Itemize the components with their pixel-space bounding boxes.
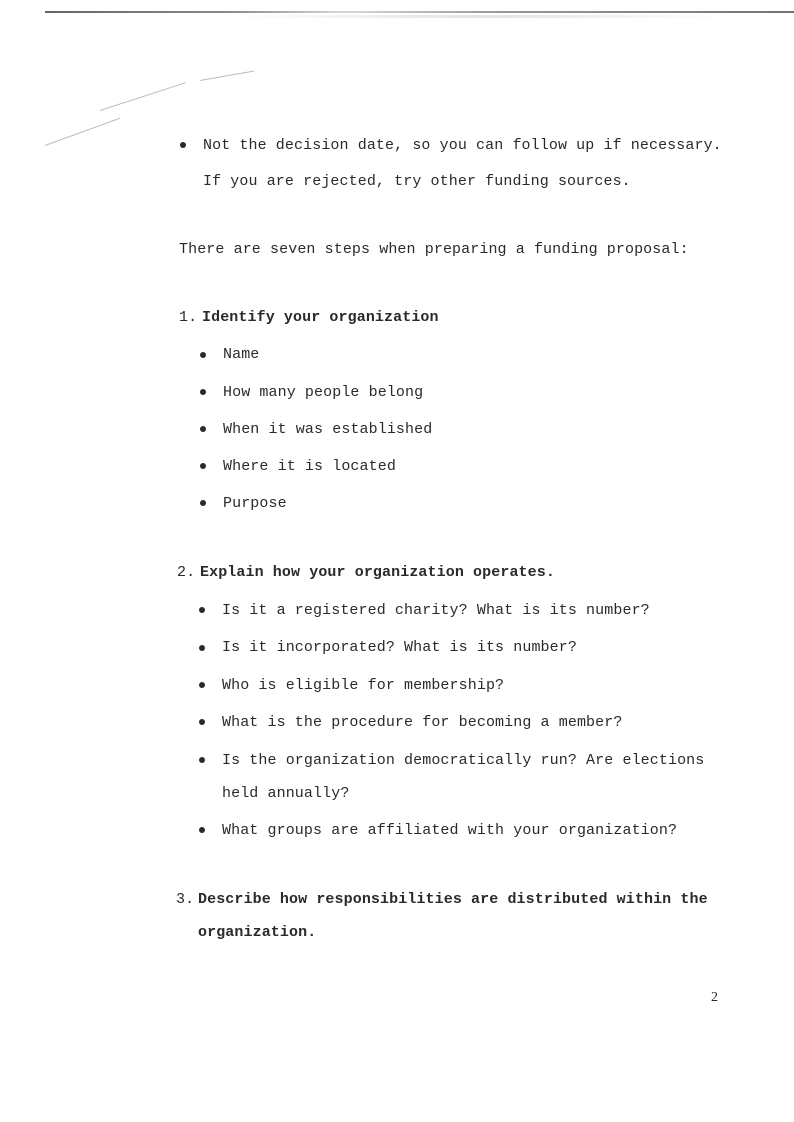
bullet-icon xyxy=(200,500,206,506)
step2-item: What groups are affiliated with your organization? xyxy=(222,822,678,839)
step2-item: Who is eligible for membership? xyxy=(222,677,505,694)
bullet-icon xyxy=(199,757,205,763)
scan-smudge xyxy=(45,118,121,146)
step2-item: Is it incorporated? What is its number? xyxy=(222,639,577,656)
step2-heading: Explain how your organization operates. xyxy=(200,564,555,581)
bullet-icon xyxy=(180,142,186,148)
bullet-icon xyxy=(200,426,206,432)
steps-intro: There are seven steps when preparing a funding proposal: xyxy=(179,241,689,258)
step2-item: What is the procedure for becoming a member? xyxy=(222,714,623,731)
bullet-icon xyxy=(199,607,205,613)
bullet-icon xyxy=(200,352,206,358)
intro-bullet-line1: Not the decision date, so you can follow up if necessary. xyxy=(203,137,722,154)
bullet-icon xyxy=(199,682,205,688)
step1-item: When it was established xyxy=(223,421,433,438)
scan-edge-line xyxy=(45,11,794,13)
step2-number: 2. xyxy=(177,564,196,581)
bullet-icon xyxy=(200,389,206,395)
step1-item: How many people belong xyxy=(223,384,424,401)
step1-number: 1. xyxy=(179,309,198,326)
step2-item-continued: held annually? xyxy=(222,785,350,802)
page-number: 2 xyxy=(711,990,718,1005)
bullet-icon xyxy=(200,463,206,469)
step3-heading-line2: organization. xyxy=(198,924,317,941)
scan-smudge xyxy=(200,70,254,81)
scan-edge-smudge xyxy=(230,15,730,18)
step1-item: Purpose xyxy=(223,495,287,512)
bullet-icon xyxy=(199,719,205,725)
step2-item: Is the organization democratically run? Are elections xyxy=(222,752,705,769)
step2-item: Is it a registered charity? What is its number? xyxy=(222,602,650,619)
step3-heading-line1: Describe how responsibilities are distributed within the xyxy=(198,891,708,908)
scan-smudge xyxy=(100,82,186,111)
step1-heading: Identify your organization xyxy=(202,309,439,326)
bullet-icon xyxy=(199,645,205,651)
step1-item: Name xyxy=(223,346,260,363)
intro-bullet-line2: If you are rejected, try other funding sources. xyxy=(203,173,631,190)
step1-item: Where it is located xyxy=(223,458,396,475)
step3-number: 3. xyxy=(176,891,195,908)
bullet-icon xyxy=(199,827,205,833)
